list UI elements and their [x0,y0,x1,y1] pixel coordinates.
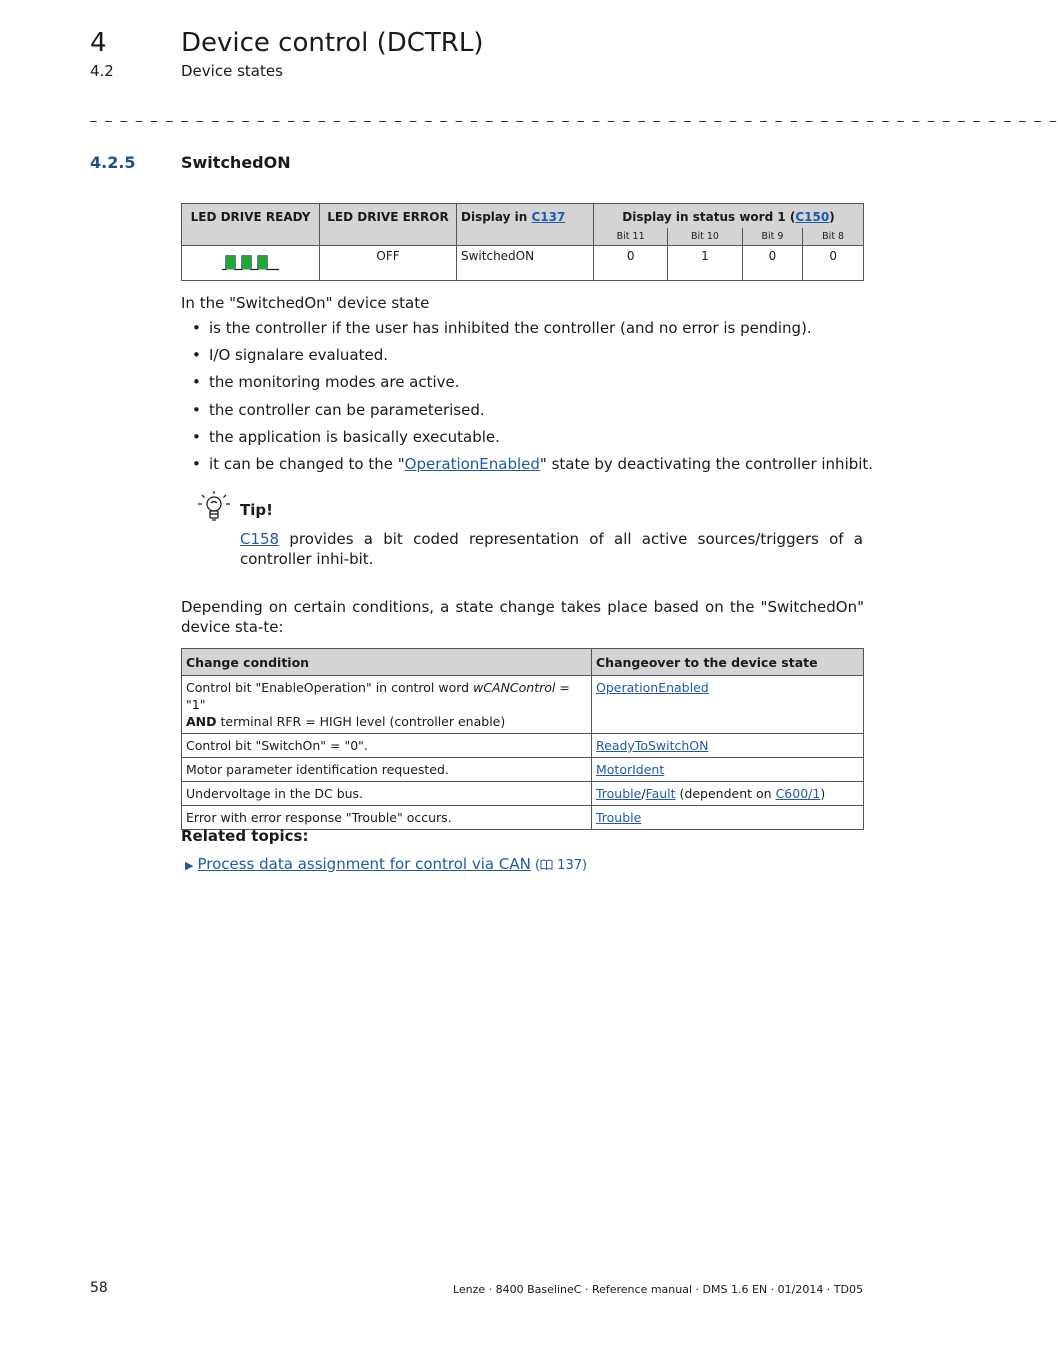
bullet-text-end: " state by deactivating the controller inhibit. [539,454,874,473]
tip-text [240,529,863,569]
section-title: Device states [181,62,283,80]
operation-enabled-link[interactable]: OperationEnabled [404,454,540,473]
page-ref [531,858,587,873]
bullet-text: the application is basically executable. [209,427,500,446]
bit-10-value: 1 [668,246,742,281]
list-item [192,345,873,372]
bit-9-header: Bit 9 [742,228,803,246]
and-keyword: AND [186,714,217,729]
lightbulb-icon [196,489,232,525]
bit-8-header: Bit 8 [803,228,864,246]
triangle-right-icon: ▶ [185,859,194,872]
bullet-text: the controller can be parameterised. [209,400,485,419]
related-topics-title: Related topics: [181,827,309,845]
ready-to-switch-on-link[interactable]: ReadyToSwitchON [596,738,709,753]
bit-8-value: 0 [803,246,864,281]
tip-label: Tip! [240,501,273,519]
col-display [457,204,594,246]
close-paren: ) [820,786,826,801]
condition-cell [182,676,592,734]
section-number: 4.2 [90,62,114,80]
page-number-footer: 58 [90,1280,108,1296]
condition-text: Control bit "EnableOperation" in control word [186,680,474,695]
condition-cell: Motor parameter identification requested. [182,758,592,782]
bullet-dot: • [192,346,201,365]
state-cell [592,782,864,806]
bit-11-value: 0 [594,246,668,281]
operation-enabled-state-link[interactable]: OperationEnabled [596,680,709,695]
condition-cell: Control bit "SwitchOn" = "0". [182,734,592,758]
bullet-dot: • [192,454,201,473]
led-ready-cell [182,246,320,281]
col-display-label: Display in [461,210,532,224]
bullet-dot: • [192,427,201,446]
state-bullet-list [192,318,873,481]
bullet-dot: • [192,373,201,392]
process-data-assignment-link[interactable]: Process data assignment for control via CAN [197,855,531,873]
change-condition-table [181,648,864,830]
state-cell [592,676,864,734]
bullet-text: is the controller if the user has inhibited the controller (and no error is pending). [209,319,812,337]
dependent-text: (dependent on [675,786,776,801]
tip-body: provides a bit coded representation of all active sources/triggers of a controller inhi-bit. [240,530,863,568]
subsection-title: SwitchedON [181,153,291,172]
c137-link[interactable]: C137 [531,210,566,224]
c158-link[interactable]: C158 [240,530,280,548]
table-row [182,782,864,806]
bullet-text: I/O signalare evaluated. [209,346,389,365]
col-status-label: Display in status word 1 ( [622,210,796,224]
col-change-condition: Change condition [182,649,592,676]
display-cell: SwitchedON [457,246,594,281]
page-ref-open: ( [530,858,541,873]
book-icon [540,859,553,870]
bullet-dot: • [192,319,201,337]
separator: / [641,786,646,801]
fault-link[interactable]: Fault [645,786,676,801]
state-cell [592,734,864,758]
footer-info: Lenze · 8400 BaselineC · Reference manual · DMS 1.6 EN · 01/2014 · TD05 [452,1283,863,1296]
table-row [182,676,864,734]
c600-1-link[interactable]: C600/1 [775,786,821,801]
col-changeover-state: Changeover to the device state [592,649,864,676]
list-item [192,427,873,454]
list-item [192,318,873,345]
list-item [192,372,873,399]
motor-ident-link[interactable]: MotorIdent [596,762,665,777]
control-word-name: wCANControl [473,680,556,695]
bit-11-header: Bit 11 [594,228,668,246]
led-blink-icon [222,254,280,271]
bullet-text: the monitoring modes are active. [209,373,460,392]
trouble-state-link[interactable]: Trouble [596,810,642,825]
bit-10-header: Bit 10 [668,228,742,246]
state-cell [592,758,864,782]
condition-text-2: terminal RFR = HIGH level (controller enable) [216,714,506,729]
chapter-title: Device control (DCTRL) [181,28,484,58]
header-divider: _ _ _ _ _ _ _ _ _ _ _ _ _ _ _ _ _ _ _ _ _ _ _ _ _ _ _ _ _ _ _ _ _ _ _ _ _ _ _ _ _ _ _ _ _ _ _ _ _ _ _ _ _ _ _ _ _ _ _ _ _ _ _ _ [90,108,1058,123]
page-number: 137) [553,858,588,873]
col-led-ready: LED DRIVE READY [182,204,320,246]
subsection-number: 4.2.5 [90,153,136,172]
col-led-error: LED DRIVE ERROR [320,204,457,246]
state-cell [592,806,864,830]
table-row [182,806,864,830]
condition-value: = "1" [186,680,570,712]
chapter-number: 4 [90,28,107,58]
list-item [192,454,873,481]
col-status-word [594,204,864,229]
bullet-text: it can be changed to the " [209,454,405,473]
related-topic-item[interactable] [185,855,587,873]
col-status-suffix: ) [829,210,835,224]
c150-link[interactable]: C150 [795,210,830,224]
bit-9-value: 0 [742,246,803,281]
condition-cell: Error with error response "Trouble" occurs. [182,806,592,830]
led-error-cell: OFF [320,246,457,281]
table-row [182,246,864,281]
state-table [181,203,864,281]
table-row [182,734,864,758]
depending-text: Depending on certain conditions, a state change takes place based on the "SwitchedOn" device sta-te: [181,598,864,636]
condition-cell: Undervoltage in the DC bus. [182,782,592,806]
bullet-dot: • [192,400,201,419]
trouble-link[interactable]: Trouble [596,786,642,801]
intro-text: In the "SwitchedOn" device state [181,294,430,312]
table-row [182,758,864,782]
list-item [192,400,873,427]
